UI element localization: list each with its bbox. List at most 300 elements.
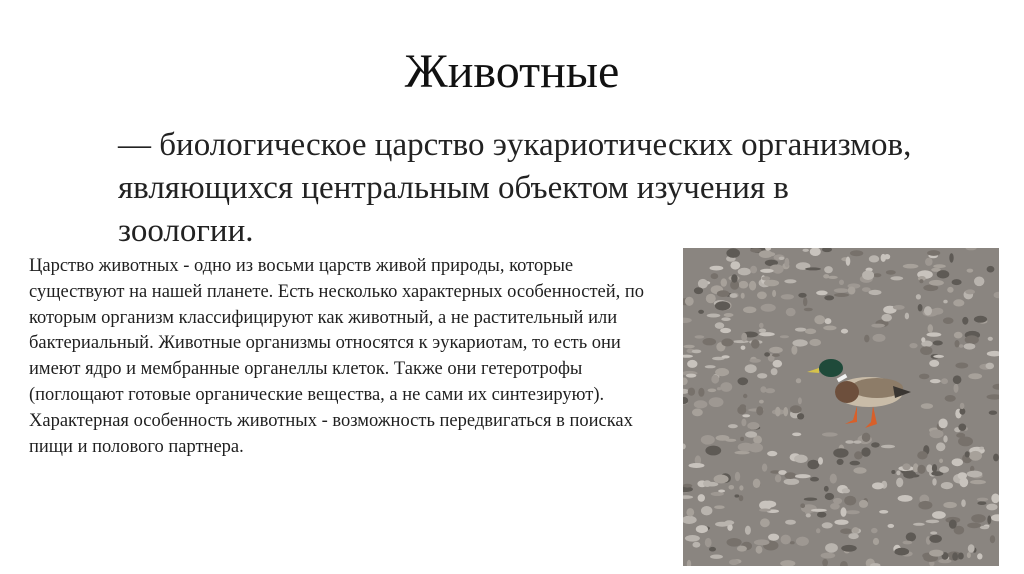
pebble	[816, 291, 828, 296]
pebble	[917, 465, 925, 474]
pebble	[698, 494, 705, 502]
pebble	[731, 274, 737, 282]
pebble	[728, 424, 738, 428]
pebble	[759, 400, 764, 404]
pebble	[695, 335, 705, 338]
pebble	[961, 499, 966, 507]
pebble	[785, 520, 796, 525]
pebble	[824, 295, 834, 300]
pebble	[958, 424, 966, 431]
pebble	[918, 501, 932, 510]
pebble	[909, 343, 917, 348]
pebble	[798, 397, 802, 404]
pebble	[977, 498, 988, 502]
pebble	[881, 445, 895, 449]
pebble	[854, 451, 863, 459]
pebble	[825, 493, 834, 500]
pebble	[792, 433, 801, 437]
pebble	[848, 287, 856, 295]
pebble	[769, 347, 783, 353]
pebble	[689, 463, 705, 468]
pebble	[724, 520, 734, 525]
pebble	[943, 435, 947, 442]
pebble	[749, 359, 761, 363]
pebble	[919, 374, 929, 380]
pebble	[784, 479, 800, 485]
pebble	[902, 463, 910, 470]
pebble	[718, 490, 725, 493]
pebble	[823, 274, 829, 278]
pebble	[781, 535, 791, 545]
pebble	[967, 471, 983, 478]
duck-photo	[683, 248, 999, 566]
pebble	[896, 471, 900, 476]
pebble	[809, 339, 821, 346]
pebble	[750, 248, 762, 253]
pebble	[707, 314, 721, 318]
pebble	[873, 334, 886, 342]
pebble	[873, 273, 881, 277]
pebble	[967, 523, 981, 529]
pebble	[834, 293, 849, 297]
pebble	[848, 533, 858, 539]
pebble	[930, 531, 937, 534]
pebble	[804, 308, 813, 311]
pebble	[939, 459, 943, 463]
pebble	[739, 281, 749, 289]
body-paragraph: Царство животных - одно из восьми царств живой природы, которые существуют на нашей планете. Есть несколько характерных особенностей, по которым организм классифицируют как животный, а не растительный или бактериальный. Животные организмы относятся к эукариотам, то есть они имеют ядро и мембранные органеллы клеток. Также они гетеротрофы (поглощают готовые органические вещества, а не сами их синтезируют). Характерная особенность животных - возможность передвигаться в поисках пищи и полового партнера.	[29, 256, 645, 457]
pebble	[735, 451, 750, 455]
pebble	[698, 310, 704, 314]
pebble	[920, 346, 932, 355]
pebble	[913, 523, 925, 526]
pebble	[987, 515, 991, 524]
pebble	[834, 288, 849, 293]
pebble	[891, 470, 895, 474]
pebble	[692, 409, 703, 417]
pebble	[953, 375, 962, 384]
pebble	[987, 266, 995, 273]
pebble	[903, 471, 916, 479]
pebble	[936, 442, 945, 451]
pebble	[709, 547, 716, 552]
pebble	[811, 509, 827, 512]
pebble	[817, 512, 826, 518]
pebble	[924, 306, 932, 315]
pebble	[928, 324, 933, 332]
pebble	[818, 457, 823, 465]
pebble	[965, 451, 970, 457]
pebble	[733, 340, 749, 343]
pebble	[685, 297, 694, 306]
pebble	[933, 355, 944, 358]
pebble	[869, 255, 879, 262]
pebble	[853, 467, 866, 473]
pebble	[772, 290, 776, 297]
definition-text: — биологическое царство эукариотических организмов, являющихся центральным объектом изучения в зоологии.	[118, 127, 912, 249]
pebble	[837, 459, 844, 465]
pebble	[743, 394, 747, 398]
pebble	[879, 510, 888, 514]
pebble	[980, 526, 989, 529]
pebble	[740, 437, 744, 441]
pebble	[759, 509, 771, 512]
slide-title: Животные	[404, 45, 620, 98]
pebble	[721, 317, 730, 321]
pebble	[903, 541, 913, 545]
pebble	[941, 378, 948, 384]
pebble	[814, 315, 825, 324]
pebble	[850, 461, 861, 466]
pebble	[767, 451, 777, 456]
pebble	[872, 482, 884, 489]
pebble	[933, 264, 946, 268]
pebble	[968, 373, 982, 379]
pebble	[749, 281, 756, 291]
pebble	[844, 496, 856, 506]
pebble	[988, 337, 993, 341]
pebble	[965, 289, 975, 294]
pebble	[949, 520, 957, 529]
pebble	[859, 500, 868, 508]
pebble	[929, 280, 944, 286]
pebble	[807, 460, 819, 470]
pebble	[898, 495, 913, 502]
pebble	[949, 253, 953, 263]
pebble	[745, 526, 751, 535]
pebble	[861, 447, 870, 456]
pebble	[974, 316, 987, 323]
pebble	[711, 492, 724, 496]
pebble	[932, 511, 946, 519]
pebble	[926, 520, 940, 524]
pebble	[890, 276, 903, 280]
pebble	[735, 494, 740, 497]
pebble	[760, 269, 774, 273]
pebble	[741, 346, 746, 350]
pebble	[953, 299, 964, 306]
pebble	[871, 528, 878, 533]
pebble	[854, 440, 862, 443]
pebble	[730, 261, 740, 269]
pebble	[977, 501, 986, 505]
pebble	[759, 332, 775, 336]
pebble	[715, 368, 729, 376]
pebble	[825, 543, 838, 553]
pebble	[862, 287, 871, 292]
pebble	[759, 329, 766, 333]
pebble	[962, 317, 968, 325]
pebble	[714, 475, 729, 484]
pebble	[761, 276, 770, 280]
pebble	[986, 363, 995, 370]
pebble	[741, 293, 745, 299]
pebble	[810, 477, 819, 482]
pebble	[717, 290, 730, 297]
pebble	[738, 377, 749, 385]
pebble	[906, 532, 916, 541]
pebble	[846, 510, 860, 514]
pebble	[845, 440, 854, 444]
pebble	[967, 269, 974, 273]
pebble	[742, 414, 750, 417]
pebble	[821, 553, 836, 559]
pebble	[705, 538, 712, 547]
pebble	[741, 333, 747, 342]
pebble	[960, 403, 965, 409]
pebble	[803, 249, 809, 252]
pebble	[794, 455, 808, 463]
pebble	[715, 322, 724, 329]
pebble	[958, 437, 973, 447]
pebble	[929, 360, 939, 367]
pebble	[834, 520, 848, 525]
pebble	[894, 548, 909, 556]
pebble	[921, 403, 933, 409]
pebble	[795, 474, 811, 478]
pebble	[720, 328, 731, 333]
pebble	[927, 250, 940, 256]
pebble	[797, 413, 804, 419]
pebble	[722, 355, 730, 358]
pebble	[708, 389, 717, 393]
pebble	[756, 406, 763, 415]
pebble	[728, 341, 734, 344]
pebble	[841, 507, 847, 517]
pebble	[968, 544, 975, 553]
pebble	[751, 339, 760, 348]
pebble	[964, 343, 976, 349]
pebble	[871, 442, 880, 447]
pebble	[952, 552, 958, 560]
pebble	[850, 250, 863, 256]
pebble	[764, 352, 770, 356]
pebble	[990, 535, 995, 543]
pebble	[840, 528, 852, 534]
pebble	[698, 279, 708, 289]
pebble	[918, 304, 923, 311]
pebble	[775, 407, 780, 417]
pebble	[959, 344, 964, 347]
pebble	[930, 430, 944, 439]
pebble	[947, 287, 953, 293]
pebble	[974, 277, 984, 287]
pebble	[743, 307, 756, 314]
pebble	[869, 290, 882, 295]
pebble	[839, 280, 844, 285]
pebble	[830, 474, 837, 484]
pebble	[739, 495, 744, 501]
pebble	[715, 301, 730, 310]
pebble	[785, 258, 790, 268]
pebble	[785, 472, 797, 479]
pebble	[720, 382, 732, 392]
pebble	[753, 479, 761, 488]
pebble	[729, 485, 735, 490]
pebble	[762, 501, 776, 508]
pebble	[943, 317, 954, 324]
pebble	[686, 508, 694, 516]
pebble	[959, 408, 965, 415]
pebble	[711, 375, 719, 384]
pebble	[716, 435, 730, 441]
pebble	[735, 472, 740, 481]
pebble	[683, 345, 694, 348]
pebble	[862, 433, 871, 442]
pebble	[790, 541, 795, 544]
pebble	[745, 431, 757, 437]
pebble	[932, 478, 936, 485]
pebble	[955, 363, 968, 369]
pebble	[943, 502, 957, 508]
pebble	[993, 454, 999, 462]
pebble	[932, 308, 943, 315]
pebble	[754, 539, 770, 545]
pebble	[986, 504, 997, 511]
pebble	[833, 448, 848, 457]
pebble	[780, 335, 789, 338]
pebble	[841, 545, 857, 552]
pebble	[694, 287, 703, 294]
pebble	[747, 422, 759, 430]
pebble	[783, 407, 788, 416]
pebble	[800, 503, 805, 508]
pebble	[825, 318, 832, 324]
pebble	[846, 257, 851, 266]
pebble	[971, 514, 986, 523]
pebble	[805, 267, 821, 270]
pebble	[967, 552, 971, 558]
pebble	[711, 273, 719, 279]
pebble	[803, 297, 807, 306]
pebble	[828, 276, 838, 279]
pebble	[796, 378, 801, 383]
pebble	[772, 354, 780, 357]
pebble	[925, 258, 933, 266]
pebble	[727, 538, 742, 547]
pebble	[929, 550, 943, 557]
pebble	[939, 419, 948, 429]
pebble	[703, 480, 711, 487]
pebble	[705, 365, 716, 368]
pebble	[703, 338, 717, 345]
pebble	[738, 443, 754, 452]
pebble	[921, 337, 925, 342]
pebble	[738, 268, 751, 276]
pebble	[932, 464, 937, 472]
pebble	[739, 485, 743, 490]
pebble	[943, 300, 947, 304]
pebble	[824, 266, 833, 273]
pebble	[741, 419, 746, 427]
pebble	[933, 341, 943, 346]
duck-photo-graphic	[683, 248, 999, 566]
pebble	[693, 542, 701, 548]
pebble	[945, 395, 956, 402]
pebble	[757, 373, 767, 378]
pebble	[726, 248, 740, 258]
pebble	[771, 368, 778, 375]
pebble	[965, 335, 979, 344]
pebble	[952, 458, 963, 466]
pebble	[824, 486, 829, 492]
pebble	[698, 388, 704, 397]
pebble	[969, 451, 982, 461]
pebble	[881, 254, 886, 262]
pebble	[941, 482, 953, 489]
pebble	[862, 270, 874, 280]
pebble	[806, 513, 811, 517]
pebble	[927, 332, 942, 336]
pebble	[823, 326, 836, 331]
pebble	[871, 324, 885, 328]
pebble	[724, 313, 734, 317]
pebble	[721, 278, 727, 286]
pebble	[952, 279, 962, 285]
pebble	[852, 527, 859, 533]
pebble	[805, 329, 816, 335]
pebble	[756, 546, 763, 554]
pebble	[919, 279, 923, 283]
pebble	[886, 270, 896, 275]
pebble	[685, 535, 700, 542]
pebble	[842, 488, 850, 493]
pebble	[701, 506, 712, 515]
pebble	[881, 314, 892, 322]
pebble	[830, 503, 840, 510]
pebble	[781, 294, 794, 299]
pebble	[841, 329, 848, 334]
pebble	[737, 546, 747, 552]
pebble	[916, 294, 921, 299]
pebble	[757, 292, 767, 300]
pebble	[954, 332, 963, 339]
pebble	[765, 388, 775, 393]
pebble	[710, 555, 723, 559]
pebble	[709, 397, 724, 407]
pebble	[937, 270, 950, 278]
pebble	[762, 464, 767, 472]
pebble	[759, 323, 764, 328]
pebble	[696, 525, 708, 533]
pebble	[692, 350, 702, 354]
pebble	[760, 386, 766, 392]
pebble	[979, 447, 984, 450]
pebble	[959, 477, 968, 487]
pebble	[750, 266, 757, 274]
pebble	[701, 435, 715, 445]
pebble	[792, 339, 807, 346]
pebble	[761, 304, 776, 312]
pebble	[775, 474, 781, 482]
pebble	[888, 524, 895, 528]
pebble	[694, 400, 708, 408]
pebble	[970, 480, 986, 484]
pebble	[773, 360, 783, 368]
pebble	[798, 293, 806, 298]
pebble	[768, 534, 779, 541]
pebble	[926, 464, 932, 472]
pebble	[903, 264, 919, 269]
pebble	[958, 553, 964, 560]
pebble	[929, 535, 942, 543]
pebble	[864, 335, 869, 343]
pebble	[917, 451, 927, 459]
pebble	[822, 522, 833, 528]
pebble	[791, 345, 797, 354]
pebble	[760, 518, 770, 527]
pebble	[710, 266, 724, 271]
